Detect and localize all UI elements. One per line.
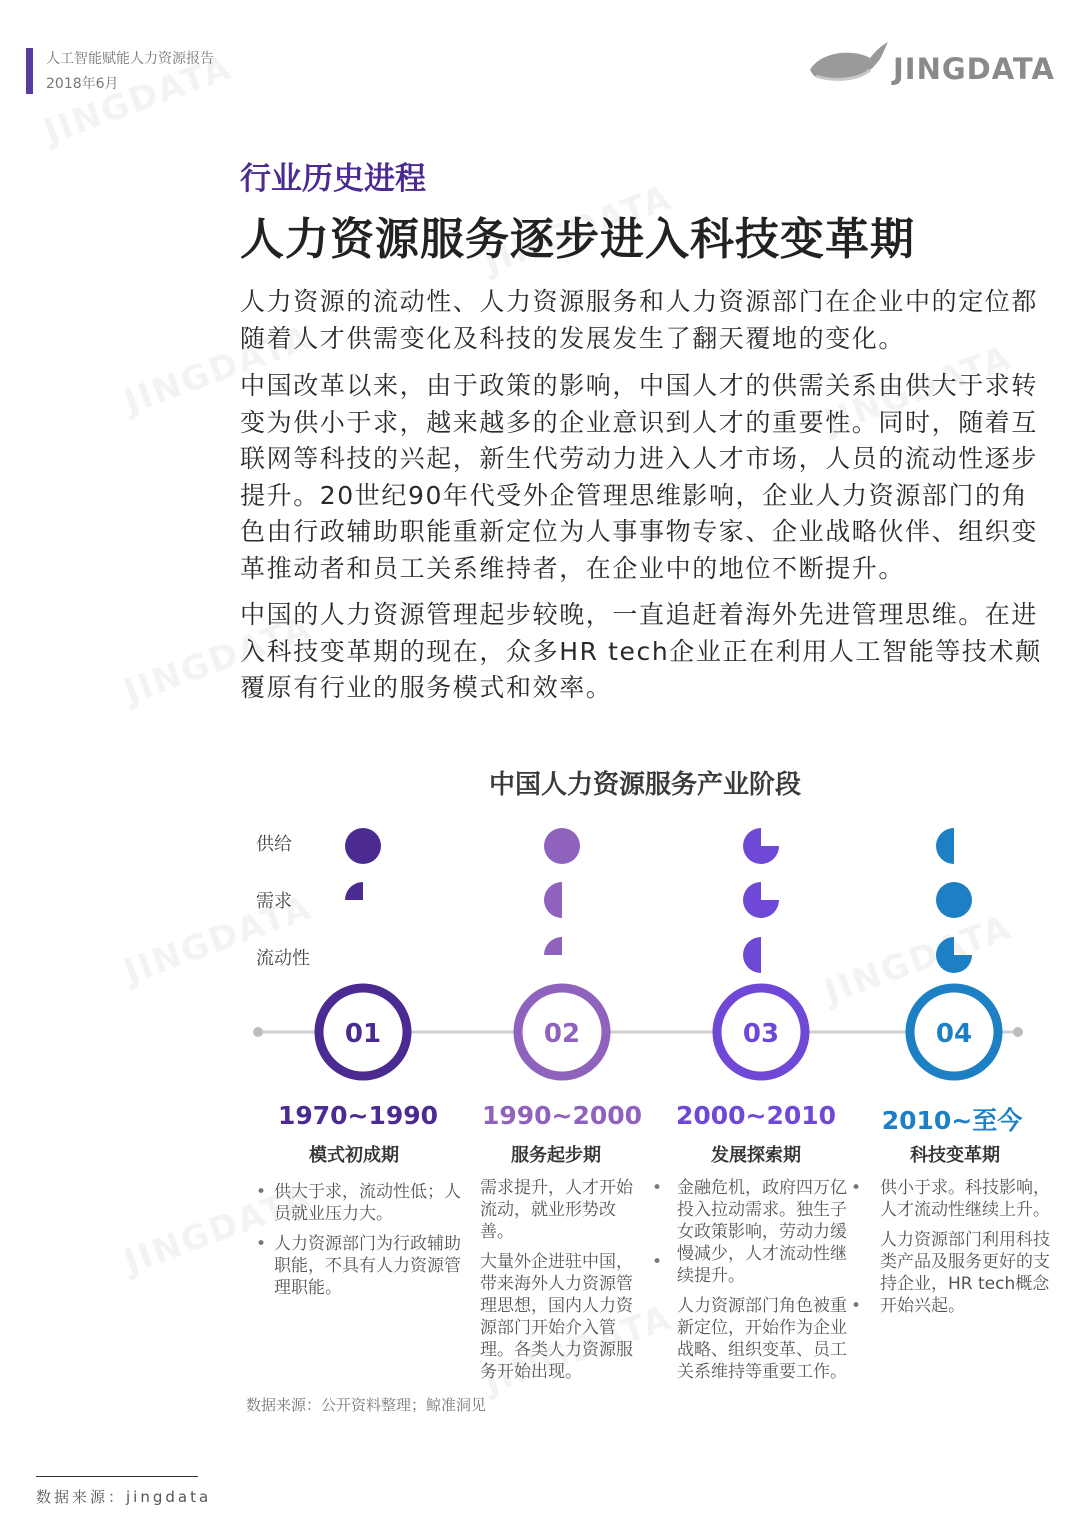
footer-rule [36,1476,198,1477]
level-pie-demand [936,882,972,918]
stage-number: 03 [742,1019,780,1049]
row-label-demand: 需求 [256,891,292,912]
stage-name: 发展探索期 [711,1145,801,1166]
logo-text: JINGDATA [893,52,1055,86]
header-accent-bar [26,48,33,94]
bullet-item: 需求提升，人才开始流动，就业形势改善。 • [480,1177,664,1243]
stage-bullets [480,1177,664,1391]
level-pie-demand [743,882,779,918]
row-label-mobility: 流动性 [256,948,310,969]
level-pie-supply [544,828,580,864]
section-title: 行业历史进程 [240,161,426,197]
stage-period: 2000~2010 [675,1101,837,1130]
stage-number: 02 [543,1019,581,1049]
level-pie-demand [345,882,363,900]
bullet-item: 人力资源部门角色被重新定位，开始作为企业战略、组织变革、员工关系维持等重要工作。 • [677,1295,863,1383]
level-pie-supply [936,828,954,864]
stage-period: 1970~1990 [277,1101,439,1130]
stage-bullets [248,1181,470,1307]
bullet-item: 金融危机，政府四万亿投入拉动需求。独生子女政策影响，劳动力缓慢减少，人才流动性继续提升。 • [677,1177,863,1287]
level-pie-supply [345,828,381,864]
report-date: 2018年6月 [46,76,119,92]
bullet-item: • 人力资源部门为行政辅助职能，不具有人力资源管理职能。 [248,1233,470,1299]
timeline-start-dot [253,1027,263,1037]
bullet-item: • 供大于求，流动性低；人员就业压力大。 [248,1181,470,1225]
stage-name: 模式初成期 [309,1145,399,1166]
paragraph: 中国的人力资源管理起步较晚，一直追赶着海外先进管理思维。在进入科技变革期的现在，众多HR tech企业正在利用人工智能等技术颠覆原有行业的服务模式和效率。 [240,600,1042,702]
headline: 人力资源服务逐步进入科技变革期 [240,214,915,265]
paragraph: 中国改革以来，由于政策的影响，中国人才的供需关系由供大于求转变为供小于求，越来越多的企业意识到人才的重要性。同时，随着互联网等科技的兴起，新生代劳动力进入人才市场，人员的流动性逐步提升。20世纪90年代受外企管理思维影响，企业人力资源部门的角色由行政辅助职能重新定位为人事事物专家、企业战略伙伴、组织变革推动者和员工关系维持者，在企业中的地位不断提升。 [240,371,1039,583]
stage-timeline-chart [0,800,1080,1120]
stage-name: 科技变革期 [910,1145,1000,1166]
bullet-item: 人力资源部门利用科技类产品及服务更好的支持企业，HR tech概念开始兴起。 [880,1230,1050,1316]
chart-title: 中国人力资源服务产业阶段 [488,770,801,800]
level-pie-mobility [743,937,761,973]
stage-period: 1990~2000 [481,1101,643,1130]
stage-bullets [880,1177,1066,1325]
stage-period: 2010~至今 [881,1106,1023,1135]
chart-source: 数据来源：公开资料整理；鲸准洞见 [246,1396,487,1414]
report-title: 人工智能赋能人力资源报告 [46,51,214,67]
row-label-supply: 供给 [256,834,292,855]
stage-name: 服务起步期 [511,1145,601,1166]
paragraph: 人力资源的流动性、人力资源服务和人力资源部门在企业中的定位都随着人才供需变化及科技的发展发生了翻天覆地的变化。 [240,287,1039,353]
level-pie-supply [743,828,779,864]
stage-number: 01 [344,1019,382,1049]
level-pie-mobility [544,937,562,955]
stage-bullets [677,1177,863,1391]
bullet-item: 供小于求。科技影响，人才流动性继续上升。 [880,1178,1050,1220]
whale-logo-icon [806,36,890,90]
level-pie-demand [544,882,562,918]
footer-source: 数据来源：jingdata [36,1488,212,1506]
stage-number: 04 [935,1019,973,1049]
bullet-item: 大量外企进驻中国，带来海外人力资源管理思想，国内人力资源部门开始介入管理。各类人力资源服务开始出现。 • [480,1251,664,1383]
level-pie-mobility [936,937,972,973]
timeline-end-dot [1013,1027,1023,1037]
